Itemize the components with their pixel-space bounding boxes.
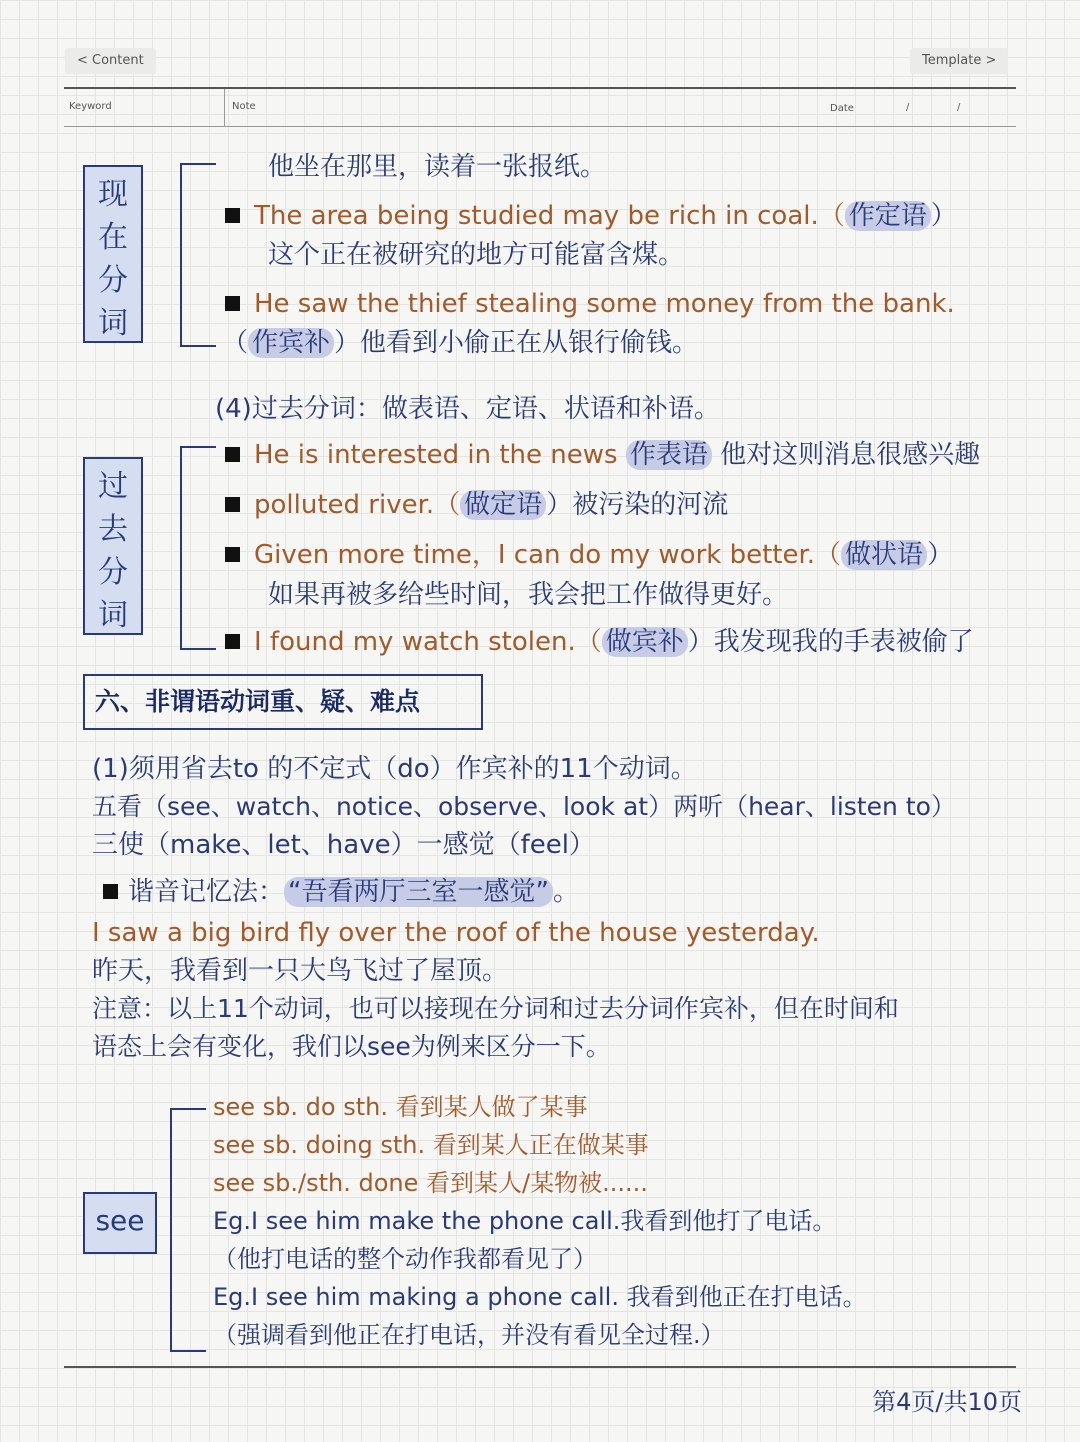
past-example-4-cn: ）我发现我的手表被偷了: [687, 627, 974, 657]
past-bracket: [180, 446, 216, 650]
label-char: 在: [98, 220, 128, 255]
past-example-2-cn: ）被污染的河流: [546, 490, 729, 520]
present-example-2-en: The area being studied may be rich in coal.（: [254, 201, 845, 231]
date-separator-2: /: [957, 102, 961, 113]
bullet-icon: [225, 497, 240, 512]
label-char: 去: [98, 512, 128, 547]
date-label: Date: [830, 103, 854, 114]
see-bracket: [170, 1108, 206, 1352]
past-example-2-en: polluted river.（: [254, 490, 461, 520]
bullet-icon: [225, 634, 240, 649]
present-example-3-cn: [222, 326, 698, 360]
note-label: Note: [232, 101, 256, 112]
keyword-label: Keyword: [69, 101, 112, 112]
back-to-content-button[interactable]: [65, 48, 156, 74]
present-example-2: [225, 199, 957, 233]
section-title: 六、非谓语动词重、疑、难点: [83, 674, 483, 730]
paren-open: （: [222, 328, 249, 358]
back-label: < Content: [77, 53, 144, 68]
past-participle-intro: (4)过去分词：做表语、定语、状语和补语。: [215, 394, 720, 424]
present-example-3-cn-text: ）他看到小偷正在从银行偷钱。: [334, 328, 699, 358]
past-example-4-en: I found my watch stolen.（: [254, 627, 602, 657]
bullet-icon: [103, 884, 118, 899]
tag-object-complement: 做宾补: [602, 627, 688, 657]
tag-adverbial: 做状语: [841, 540, 927, 570]
page-number: 第4页/共10页: [872, 1388, 1022, 1416]
label-char: 现: [98, 177, 128, 212]
header-top-line: [64, 87, 1016, 89]
bullet-icon: [225, 547, 240, 562]
rule-line-1: (1)须用省去to 的不定式（do）作宾补的11个动词。: [92, 754, 697, 784]
rule-line-3: 三使（make、let、have）一感觉（feel）: [92, 830, 595, 860]
header-divider: [224, 89, 225, 127]
see-line-1: see sb. do sth. 看到某人做了某事: [213, 1093, 588, 1121]
tag-predicative: 作表语: [626, 440, 712, 470]
present-example-3-en: He saw the thief stealing some money from the bank.: [254, 289, 955, 319]
present-example-1: 他坐在那里，读着一张报纸。: [268, 152, 607, 182]
paren-close: ）: [930, 201, 957, 231]
bullet-icon: [225, 296, 240, 311]
label-char: 词: [98, 598, 128, 633]
rule-line-2: 五看（see、watch、notice、observe、look at）两听（hear、listen to）: [92, 792, 956, 821]
see-line-2: see sb. doing sth. 看到某人正在做某事: [213, 1131, 649, 1159]
see-line-5: （他打电话的整个动作我都看见了）: [213, 1245, 597, 1273]
label-char: 分: [98, 555, 128, 590]
past-participle-label: [83, 457, 143, 635]
past-example-2: [225, 488, 728, 522]
template-button[interactable]: [910, 48, 1008, 74]
tag-attributive: 做定语: [460, 490, 546, 520]
tag-attributive: 作定语: [845, 201, 931, 231]
mnemonic-label: 谐音记忆法：: [128, 877, 285, 907]
past-example-3: [225, 538, 953, 572]
label-char: 词: [98, 306, 128, 341]
past-example-1: [225, 438, 980, 472]
example-cn: 昨天，我看到一只大鸟飞过了屋顶。: [92, 956, 509, 986]
present-example-2-cn: 这个正在被研究的地方可能富含煤。: [268, 240, 685, 270]
see-label: see: [83, 1192, 157, 1254]
note-line-2: 语态上会有变化，我们以see为例来区分一下。: [92, 1032, 611, 1061]
see-line-6: Eg.I see him making a phone call. 我看到他正在打电话。: [213, 1283, 867, 1311]
present-example-3: [225, 287, 955, 321]
label-char: 分: [98, 263, 128, 298]
past-example-1-en: He is interested in the news: [254, 440, 618, 470]
past-example-3-cn: 如果再被多给些时间，我会把工作做得更好。: [268, 580, 789, 610]
past-example-3-en: Given more time，I can do my work better.（: [254, 540, 842, 570]
present-participle-label: [83, 165, 143, 343]
mnemonic-end: 。: [552, 877, 579, 907]
bullet-icon: [225, 208, 240, 223]
example-en: I saw a big bird fly over the roof of the house yesterday.: [92, 918, 820, 948]
tag-object-complement: 作宾补: [248, 328, 334, 358]
footer-line: [64, 1366, 1016, 1368]
date-separator-1: /: [906, 102, 910, 113]
paren-close: ）: [927, 540, 954, 570]
header-bottom-line: [64, 126, 1016, 127]
see-line-7: （强调看到他正在打电话，并没有看见全过程.）: [213, 1321, 725, 1349]
present-bracket: [180, 163, 216, 347]
see-line-3: see sb./sth. done 看到某人/某物被......: [213, 1169, 648, 1197]
template-label: Template >: [922, 53, 997, 68]
past-example-4: [225, 625, 974, 659]
bullet-icon: [225, 447, 240, 462]
see-line-4: Eg.I see him make the phone call.我看到他打了电话。: [213, 1207, 837, 1235]
label-char: 过: [98, 469, 128, 504]
mnemonic-text: “吾看两厅三室一感觉”: [284, 877, 553, 907]
past-example-1-cn: 他对这则消息很感兴趣: [720, 440, 981, 470]
note-line-1: 注意：以上11个动词，也可以接现在分词和过去分词作宾补，但在时间和: [92, 994, 899, 1023]
mnemonic-line: [103, 875, 579, 909]
